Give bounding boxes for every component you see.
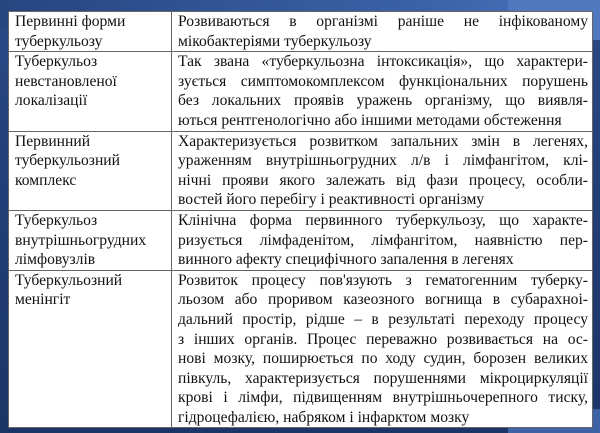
form-name-line: Туберкульоз	[15, 211, 98, 229]
description-line: мікобактеріями туберкульозу	[178, 32, 372, 50]
form-name-line: комплекс	[15, 171, 77, 189]
description-cell	[172, 210, 593, 270]
description-line: крові і лімфи, підвищенням внутрішньочерепного тиску,	[178, 389, 588, 407]
form-name-line: Туберкульозний	[15, 271, 123, 289]
form-name-line: Первинний	[15, 132, 91, 150]
description-cell	[172, 131, 593, 210]
table-row	[9, 52, 593, 131]
form-name-cell	[9, 131, 172, 210]
form-name-cell	[9, 12, 172, 52]
description-line: з інших органів. Процес переважно розвивається на ос-	[178, 330, 588, 348]
description-line: ураженням внутрішньогрудних л/в і лімфангітом, клі-	[178, 152, 588, 170]
description-line: нічні прояви якого залежать від фази процесу, особли-	[178, 171, 588, 189]
description-line: Так звана «туберкульозна інтоксикація», що характери-	[178, 53, 588, 71]
form-name-cell	[9, 270, 172, 428]
table-row	[9, 12, 593, 52]
description-line: без локальних проявів уражень організму, що виявля-	[178, 92, 588, 110]
description-cell	[172, 12, 593, 52]
description-line: дальний простір, рідше – в результаті переходу процесу	[178, 310, 588, 328]
form-name-cell	[9, 210, 172, 270]
form-name-line: невстановленої	[15, 72, 117, 90]
description-line: Характеризується розвитком запальних змін в легенях,	[178, 132, 588, 150]
description-line: ризується лімфаденітом, лімфангітом, наявністю пер-	[178, 231, 588, 249]
tuberculosis-forms-table	[8, 11, 593, 428]
form-name-line: туберкульозний	[15, 152, 120, 170]
description-line: Клінічна форма первинного туберкульозу, що характе-	[178, 211, 588, 229]
description-line: зується симптомокомплексом функціональних порушень	[178, 72, 588, 90]
table-row	[9, 210, 593, 270]
description-cell	[172, 52, 593, 131]
description-line: Розвиваються в організмі раніше не інфікованому	[178, 13, 588, 30]
description-line: ються рентгенологічно або іншими методами обстеження	[178, 111, 562, 129]
description-line: винного афекту специфічного запалення в легенях	[178, 251, 514, 269]
description-line: Розвиток процесу пов'язують з гематогенним туберку-	[178, 271, 588, 289]
description-line: льозом або проривом казеозного вогнища в субарахноі-	[178, 291, 588, 309]
description-cell	[172, 270, 593, 428]
description-line: востей його перебігу і реактивності організму	[178, 191, 485, 209]
form-name-line: внутрішньогрудних	[15, 231, 147, 249]
form-name-cell	[9, 52, 172, 131]
description-line: півкуль, характеризується порушеннями мікроциркуляції	[178, 369, 588, 387]
form-name-line: Туберкульоз	[15, 53, 98, 71]
form-name-line: туберкульозу	[15, 32, 103, 50]
description-line: гідроцефалією, набряком і інфарктом мозку	[178, 408, 470, 426]
table-row	[9, 270, 593, 428]
form-name-line: локалізації	[15, 92, 88, 110]
form-name-line: лімфовузлів	[15, 251, 96, 269]
form-name-line: менінгіт	[15, 291, 71, 309]
table-row	[9, 131, 593, 210]
form-name-line: Первинні форми	[15, 13, 126, 30]
description-line: нові мозку, поширюється по ходу судин, борозен великих	[178, 350, 588, 368]
